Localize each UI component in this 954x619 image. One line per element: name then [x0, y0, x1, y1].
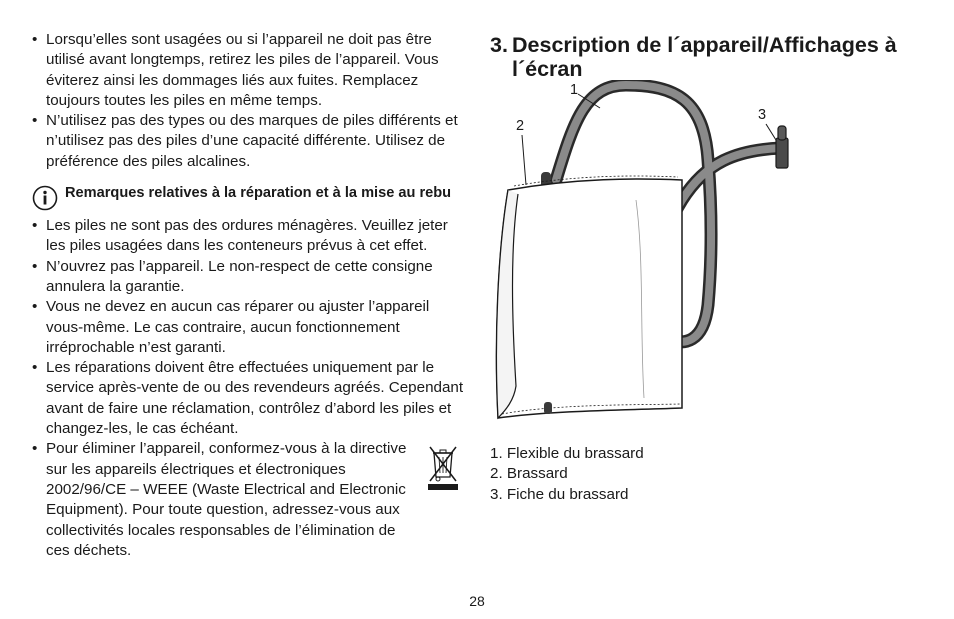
heading-number: 3. — [490, 33, 508, 57]
bullet-item: • Lorsqu’elles sont usagées ou si l’appareil ne doit pas être utilisé avant longtemps, retirez les piles de l’appareil. Vous éviterez ainsi les dommages liés aux fuites. Remplacez toujours toutes les piles en même temps. — [32, 30, 464, 111]
remark-title: Remarques relatives à la réparation et à la mise au rebu — [65, 185, 452, 202]
callout-label-3: 3 — [758, 107, 767, 123]
bullet-item: • Vous ne devez en aucun cas réparer ou ajuster l’appareil vous-même. Le cas contraire, aucun fonctionnement irréprochable n’est garanti. — [32, 297, 464, 358]
heading-line-1: Description de l´appareil/Affichages à — [512, 33, 897, 57]
connector-tip — [778, 126, 786, 140]
legend-item: 2. Brassard — [490, 465, 568, 483]
heading-line-2: l´écran — [512, 57, 583, 81]
remark-block — [32, 184, 464, 211]
bullet-item-weee — [32, 439, 464, 561]
bullet-item: • N’utilisez pas des types ou des marques de piles différents et n’utilisez pas des piles d’une capacité différente. Utilisez de préférence des piles alcalines. — [32, 111, 464, 172]
bullet-item: • N’ouvrez pas l’appareil. Le non-respect de cette consigne annulera la garantie. — [32, 257, 464, 298]
page-number: 28 — [469, 593, 485, 609]
battery-bullets — [32, 30, 464, 172]
connector-plug — [776, 138, 788, 168]
crossed-bin-icon — [426, 443, 460, 491]
left-column — [32, 30, 464, 561]
section-heading — [490, 33, 920, 81]
repair-bullets — [32, 216, 464, 561]
right-column — [490, 30, 920, 81]
legend-item: 3. Fiche du brassard — [490, 485, 629, 503]
bullet-item: • Les réparations doivent être effectuées uniquement par le service après-vente de ou des revendeurs agréés. Cependant avant de faire une réclamation, contrôlez d’abord les piles et changez-les, le cas échéant. — [32, 358, 464, 439]
callout-label-1: 1 — [570, 82, 579, 98]
callout-line-2 — [522, 135, 526, 185]
cuff-drawing — [486, 80, 806, 430]
cuff-bottom-tab — [544, 402, 552, 414]
info-icon — [32, 185, 58, 211]
legend-item: 1. Flexible du brassard — [490, 445, 644, 462]
callout-label-2: 2 — [516, 118, 525, 134]
cuff-body — [496, 179, 682, 418]
weee-text: • Pour éliminer l’appareil, conformez-vous à la directive sur les appareils électriques et électroniques 2002/96/CE – WEEE (Waste Electrical and Electronic Equipment). Pour toute question, adressez-vous aux collectivités locales responsables de l’élimination de ces déchets. — [46, 440, 407, 559]
callout-line-3 — [766, 124, 776, 140]
bullet-item: • Les piles ne sont pas des ordures ménagères. Veuillez jeter les piles usagées dans les conteneurs prévus à cet effet. — [32, 216, 464, 257]
cuff-illustration — [486, 80, 806, 430]
figure-legend — [490, 444, 644, 505]
